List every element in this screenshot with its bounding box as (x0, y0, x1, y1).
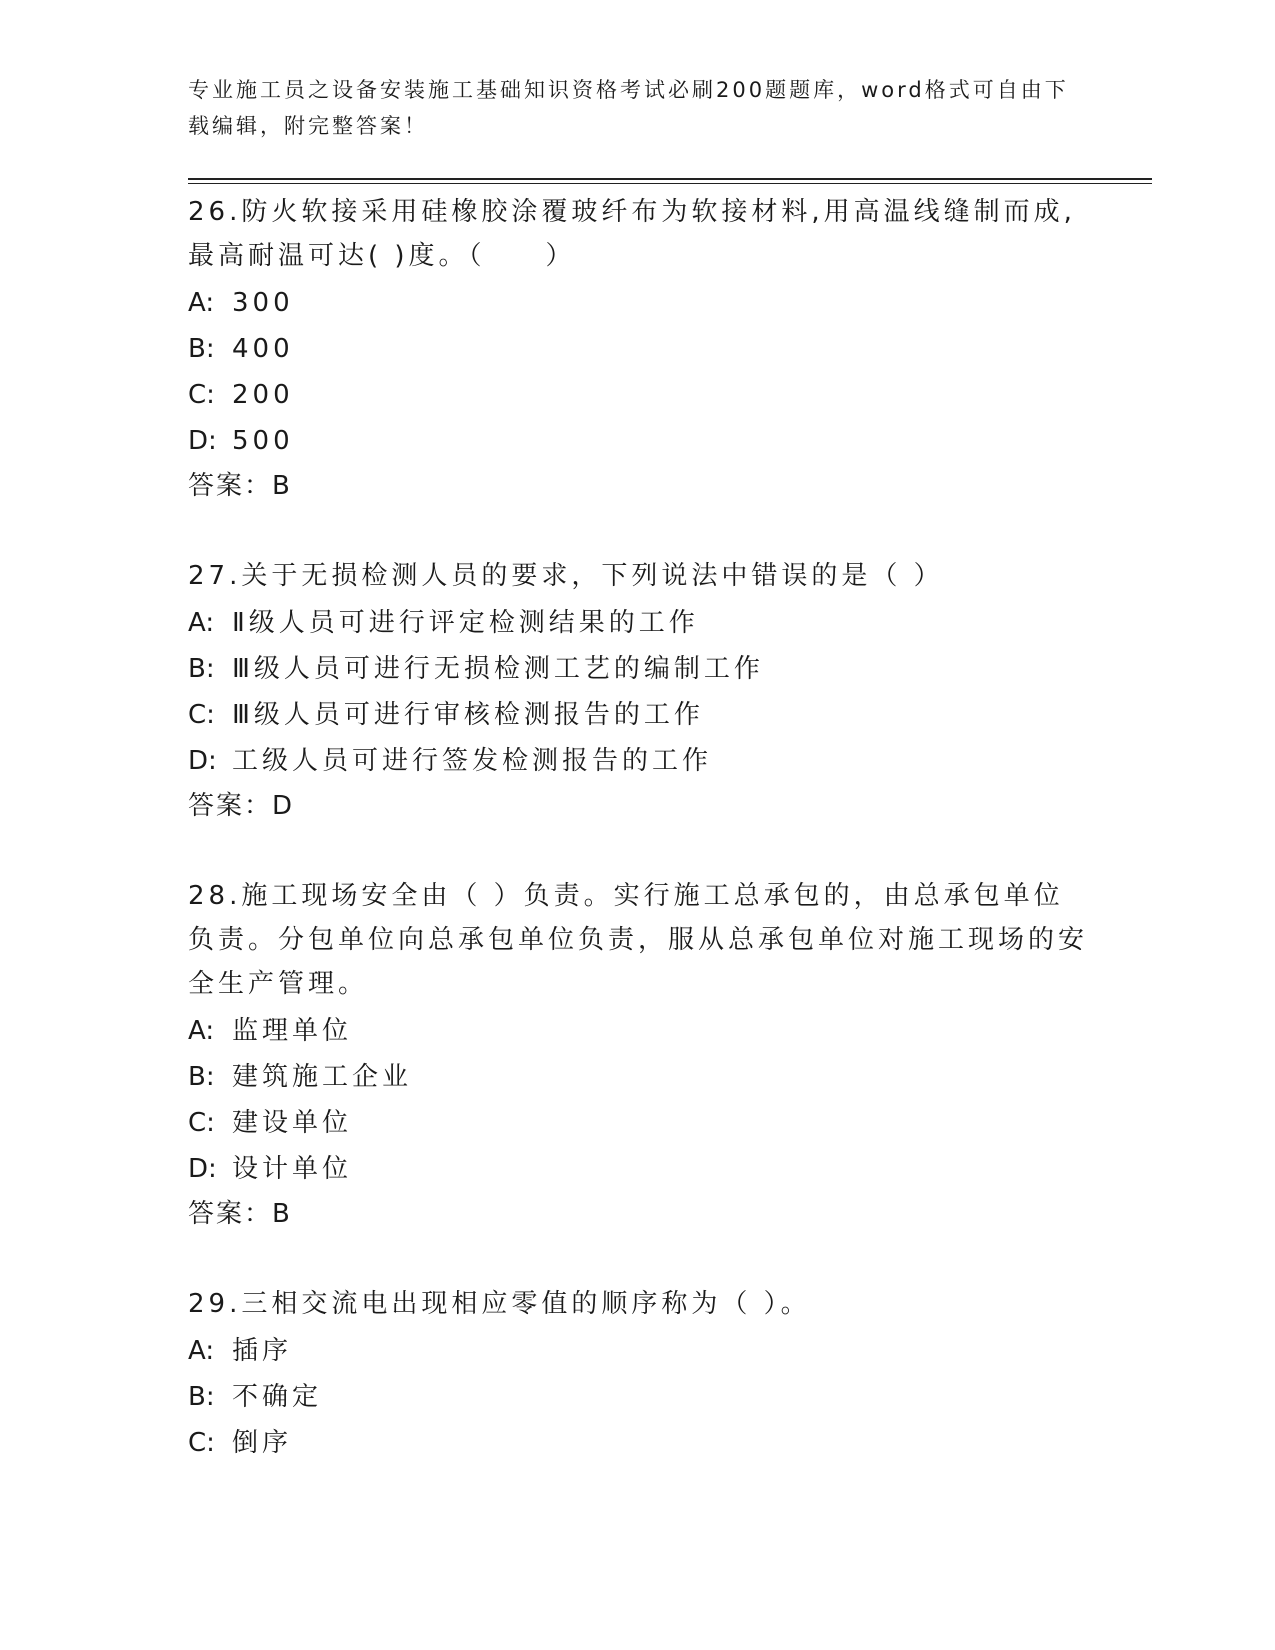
question-28 (188, 874, 1088, 1236)
option-text: 300 (232, 288, 294, 318)
answer-label: 答案：B (188, 471, 292, 501)
option-key: D: (188, 1154, 217, 1184)
option-text: 400 (232, 334, 294, 364)
option-key: A: (188, 1016, 215, 1046)
option-list (188, 1328, 1088, 1466)
question-stem: 26.防火软接采用硅橡胶涂覆玻纤布为软接材料,用高温线缝制而成,最高耐温可达( )度。（ ） (188, 197, 1076, 271)
option-a (188, 1008, 1088, 1054)
option-key: C: (188, 380, 215, 410)
option-key: C: (188, 1108, 215, 1138)
question-stem: 28.施工现场安全由（ ）负责。实行施工总承包的，由总承包单位负责。分包单位向总承包单位负责，服从总承包单位对施工现场的安全生产管理。 (188, 881, 1089, 999)
option-list (188, 280, 1088, 464)
spacer (188, 1236, 1088, 1282)
option-text: Ⅲ级人员可进行无损检测工艺的编制工作 (232, 654, 764, 684)
option-text: 倒序 (232, 1428, 293, 1458)
option-key: A: (188, 288, 215, 318)
question-stem: 29.三相交流电出现相应零值的顺序称为（ ）。 (188, 1289, 811, 1319)
document-header: 专业施工员之设备安装施工基础知识资格考试必刷200题题库，word格式可自由下载编辑，附完整答案！ (188, 78, 1069, 138)
header-divider-secondary (188, 183, 1152, 184)
option-c (188, 1420, 1088, 1466)
option-c (188, 1100, 1088, 1146)
question-list (188, 190, 1088, 1466)
option-key: D: (188, 746, 217, 776)
question-29 (188, 1282, 1088, 1466)
option-a (188, 280, 1088, 326)
option-b (188, 646, 1088, 692)
option-text: 监理单位 (232, 1016, 353, 1046)
option-list (188, 600, 1088, 784)
option-text: Ⅱ级人员可进行评定检测结果的工作 (232, 608, 699, 638)
option-a (188, 1328, 1088, 1374)
option-key: B: (188, 334, 215, 364)
option-key: B: (188, 1382, 215, 1412)
question-27 (188, 554, 1088, 828)
option-text: Ⅲ级人员可进行审核检测报告的工作 (232, 700, 704, 730)
option-text: 200 (232, 380, 294, 410)
option-text: 建筑施工企业 (232, 1062, 413, 1092)
option-b (188, 326, 1088, 372)
question-stem: 27.关于无损检测人员的要求，下列说法中错误的是（ ） (188, 561, 944, 591)
spacer (188, 508, 1088, 554)
spacer (188, 828, 1088, 874)
option-key: C: (188, 700, 215, 730)
option-b (188, 1054, 1088, 1100)
option-key: B: (188, 654, 215, 684)
answer-label: 答案：D (188, 791, 295, 821)
option-key: B: (188, 1062, 215, 1092)
option-key: A: (188, 1336, 215, 1366)
option-text: 插序 (232, 1336, 293, 1366)
option-c (188, 692, 1088, 738)
option-d (188, 738, 1088, 784)
option-list (188, 1008, 1088, 1192)
option-a (188, 600, 1088, 646)
option-text: 设计单位 (232, 1154, 353, 1184)
option-text: 500 (232, 426, 294, 456)
option-text: 建设单位 (232, 1108, 353, 1138)
option-key: A: (188, 608, 215, 638)
header-divider (188, 178, 1152, 180)
option-text: 不确定 (232, 1382, 323, 1412)
answer-label: 答案：B (188, 1199, 292, 1229)
option-key: C: (188, 1428, 215, 1458)
option-text: 工级人员可进行签发检测报告的工作 (232, 746, 713, 776)
option-key: D: (188, 426, 217, 456)
question-26 (188, 190, 1088, 508)
option-d (188, 418, 1088, 464)
option-b (188, 1374, 1088, 1420)
option-c (188, 372, 1088, 418)
option-d (188, 1146, 1088, 1192)
